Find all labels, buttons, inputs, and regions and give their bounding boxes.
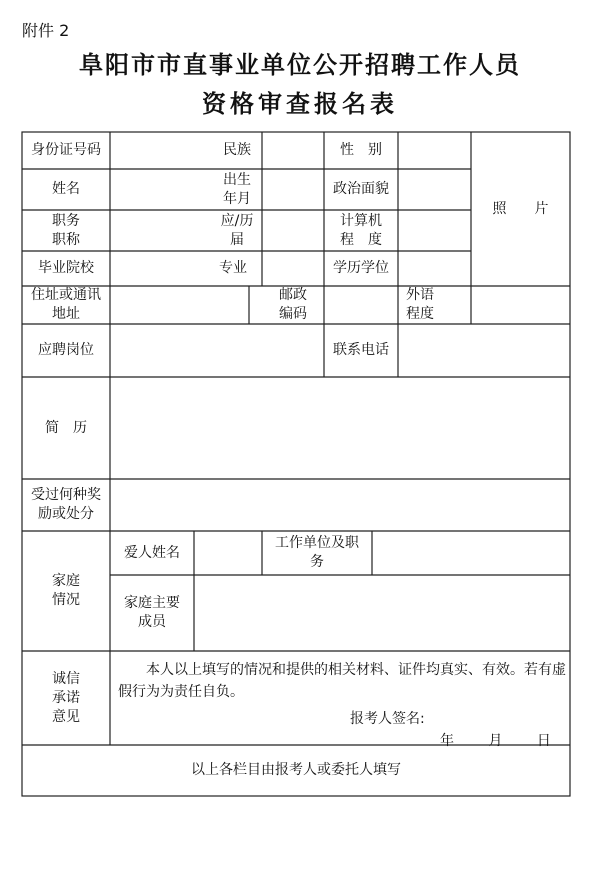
footer-note: 以上各栏目由报考人或委托人填写 <box>191 762 401 778</box>
political-status-field[interactable] <box>398 169 471 210</box>
foreign-language-field[interactable] <box>471 286 570 324</box>
applied-position-field[interactable] <box>110 324 324 377</box>
phone-label: 联系电话 <box>333 342 389 358</box>
resume-field[interactable] <box>110 377 570 479</box>
degree-label: 学历学位 <box>333 260 389 276</box>
school-field[interactable] <box>110 251 210 286</box>
pledge-text: 本人以上填写的情况和提供的相关材料、证件均真实、有效。若有虚假行为为责任自负。 <box>118 662 566 700</box>
foreign-language-label: 外语 程度 <box>406 287 434 322</box>
name-field[interactable] <box>110 169 210 210</box>
school-label: 毕业院校 <box>38 260 94 276</box>
postcode-label: 邮政 编码 <box>279 287 307 322</box>
applied-position-label: 应聘岗位 <box>38 342 94 358</box>
attachment-label: 附件 2 <box>22 21 70 40</box>
id-number-label: 身份证号码 <box>31 142 101 158</box>
resume-label: 简 历 <box>45 419 87 436</box>
awards-field[interactable] <box>110 479 570 531</box>
family-members-label: 家庭主要 成员 <box>124 595 180 630</box>
pledge-block <box>118 659 566 752</box>
family-members-field[interactable] <box>194 575 570 651</box>
work-unit-label: 工作单位及职 务 <box>275 535 359 570</box>
spouse-name-field[interactable] <box>194 531 262 575</box>
spouse-name-label: 爱人姓名 <box>124 544 180 561</box>
ethnicity-label: 民族 <box>223 142 251 158</box>
ethnicity-field[interactable] <box>262 132 324 169</box>
date-label[interactable]: 年 月 日 <box>440 733 551 749</box>
photo-box[interactable]: 照 片 <box>492 200 549 217</box>
form-title: 阜阳市市直事业单位公开招聘工作人员 <box>79 50 521 79</box>
position-title-field[interactable] <box>110 210 210 251</box>
form-subtitle: 资格审查报名表 <box>202 89 398 118</box>
signature-label[interactable]: 报考人签名: <box>350 711 425 727</box>
birth-date-label: 出生 年月 <box>223 171 251 207</box>
computer-level-field[interactable] <box>398 210 471 251</box>
phone-field[interactable] <box>398 324 570 377</box>
work-unit-field[interactable] <box>372 531 570 575</box>
major-field[interactable] <box>262 251 324 286</box>
position-title-label: 职务 职称 <box>52 212 80 248</box>
political-status-label: 政治面貌 <box>333 181 389 197</box>
address-label: 住址或通讯 地址 <box>31 287 101 322</box>
awards-label: 受过何种奖 励或处分 <box>31 487 101 522</box>
gender-field[interactable] <box>398 132 471 169</box>
major-label: 专业 <box>219 260 247 276</box>
postcode-field[interactable] <box>324 286 398 324</box>
degree-field[interactable] <box>398 251 471 286</box>
gender-label: 性 别 <box>340 142 382 158</box>
integrity-label: 诚信 承诺 意见 <box>52 670 80 725</box>
address-field[interactable] <box>110 286 249 324</box>
birth-date-field[interactable] <box>262 169 324 210</box>
graduate-type-label: 应/历 届 <box>220 212 254 248</box>
family-label: 家庭 情况 <box>52 573 80 608</box>
computer-level-label: 计算机 程 度 <box>340 212 382 248</box>
graduate-type-field[interactable] <box>262 210 324 251</box>
name-label: 姓名 <box>52 181 80 197</box>
